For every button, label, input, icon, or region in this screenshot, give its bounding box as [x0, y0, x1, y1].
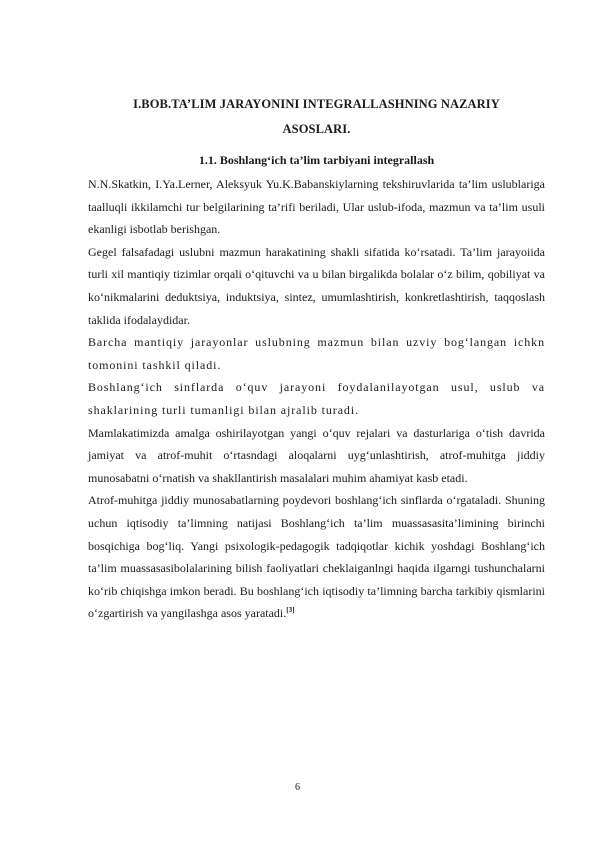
document-page	[88, 92, 545, 625]
section-title: 1.1. Boshlang‘ich ta’lim tarbiyani integrallash	[198, 153, 435, 167]
chapter-title-line2: ASOSLARI.	[282, 122, 351, 136]
footnote-reference[interactable]: [3]	[286, 606, 295, 615]
paragraph-6	[88, 489, 545, 625]
paragraph-2: Gegel falsafadagi uslubni mazmun harakatining shakli sifatida ko‘rsatadi. Ta’lim jarayoiida turli xil mantiqiy tizimlar orqali o‘qituvchi va u bilan birgalikda bolalar o‘z bilim, qobiliyat va ko‘nikmalarini deduktsiya, induktsiya, sintez, umumlashtirish, konkretlashtirish, taqqoslash taklida ifodalaydidar.	[88, 244, 545, 327]
paragraph-6-text: Atrof-muhitga jiddiy munosabatlarning poydevori boshlang‘ich sinflarda o‘rgataladi. Shuning uchun iqtisodiy ta’limning natijasi Boshlang‘ich ta’lim muassasasita’limining birinchi bosqichiga bog‘liq. Yangi psixologik-pedagogik tadqiqotlar kichik yoshdagi Boshlang‘ich ta’lim muassasasibolalarining bilish faoliyatlari cheklaiganlngi haqida ilgarngi tushunchalarni ko‘rib chiqishga imkon beradi. Bu boshlang‘ich iqtisodiy ta’limning barcha tarkibiy qismlarini o‘zgartirish va yangilashga asos yaratadi.	[88, 493, 545, 621]
chapter-title	[88, 92, 545, 142]
paragraph-3: Barcha mantiqiy jarayonlar uslubning mazmun bilan uzviy bog‘langan ichkn tomonini tashkil qiladi.	[88, 335, 545, 372]
chapter-title-line1: I.BOB.TA’LIM JARAYONINI INTEGRALLASHNING NAZARIY	[133, 97, 500, 111]
paragraph-4: Boshlang‘ich sinflarda o‘quv jarayoni foydalanilayotgan usul, uslub va shaklarining turli tumanligi bilan ajralib turadi.	[88, 380, 545, 417]
paragraph-1: N.N.Skatkin, I.Ya.Lerner, Aleksyuk Yu.K.Babanskiylarning tekshiruvlarida ta’lim uslublariga taalluqli ikkilamchi tur belgilarining ta’rifi beriladi, Ular uslub-ifoda, mazmun va ta’lim usuli ekanligi isbotlab berishgan.	[88, 177, 545, 237]
page-number: 6	[295, 782, 300, 793]
paragraph-5: Mamlakatimizda amalga oshirilayotgan yangi o‘quv rejalari va dasturlariga o‘tish davrida jamiyat va atrof-muhit o‘rtasndagi aloqalarni uyg‘unlashtirish, atrof-muhitga jiddiy munosabatni o‘rnatish va shakllantirish masalalari muhim ahamiyat kasb etadi.	[88, 425, 545, 485]
